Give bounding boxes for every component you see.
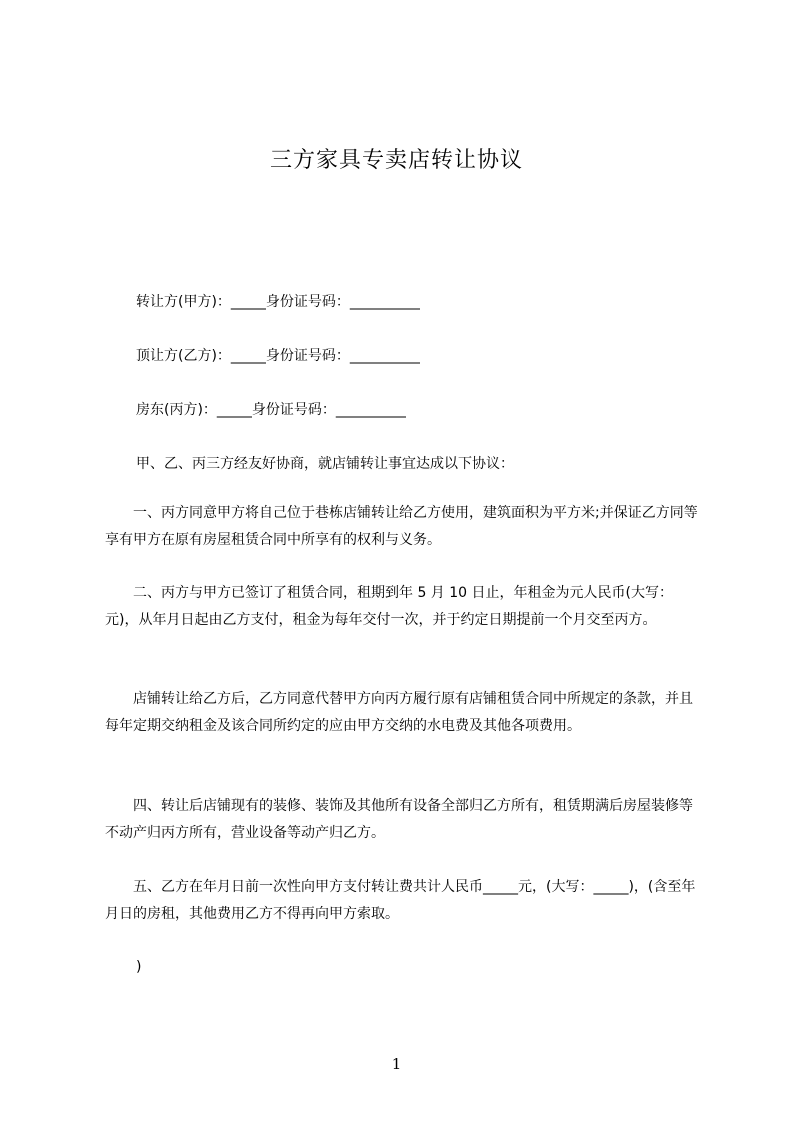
clause-1: 一、丙方同意甲方将自己位于巷栋店铺转让给乙方使用，建筑面积为平方米;并保证乙方同等享有甲方在原有房屋租赁合同中所享有的权利与义务。 — [105, 505, 698, 548]
page-number: 1 — [391, 1055, 402, 1073]
document-title: 三方家具专卖店转让协议 — [269, 148, 523, 173]
clause-2: 二、丙方与甲方已签订了租赁合同，租期到年 5 月 10 日止，年租金为元人民币(大写：元)，从年月日起由乙方支付，租金为每年交付一次，并于约定日期提前一个月交至丙方。 — [105, 585, 673, 628]
clause-4: 四、转让后店铺现有的装修、装饰及其他所有设备全部归乙方所有，租赁期满后房屋装修等不动产归丙方所有，营业设备等动产归乙方。 — [105, 798, 693, 841]
landlord-line: 房东(丙方)：_____身份证号码：__________ — [136, 402, 406, 418]
transferee-line: 顶让方(乙方)：_____身份证号码：__________ — [136, 348, 420, 364]
clause-3: 店铺转让给乙方后，乙方同意代替甲方向丙方履行原有店铺租赁合同中所规定的条款，并且每年定期交纳租金及该合同所约定的应由甲方交纳的水电费及其他各项费用。 — [105, 691, 693, 734]
intro-paragraph: 甲、乙、丙三方经友好协商，就店铺转让事宜达成以下协议： — [136, 456, 514, 472]
trailing-parenthesis: ) — [136, 959, 142, 975]
clause-5: 五、乙方在年月日前一次性向甲方支付转让费共计人民币_____元，(大写：_____)，(含至年月日的房租，其他费用乙方不得再向甲方索取。 — [105, 879, 696, 922]
transferor-line: 转让方(甲方)：_____身份证号码：__________ — [136, 294, 420, 310]
